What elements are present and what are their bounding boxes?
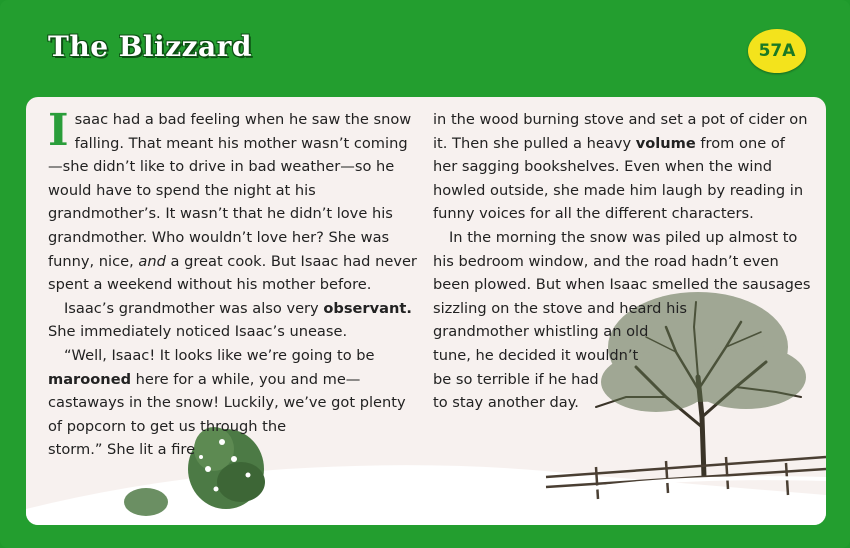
story-text: tune, he decided it wouldn’t: [433, 346, 639, 364]
vocabulary-word: marooned: [48, 370, 132, 388]
story-paragraph-3: [48, 344, 418, 462]
story-text: In the morning the snow was piled up almost to his bedroom window, and the road hadn’t even been plowed. But when Isaac smelled the sausages sizzling on the stove and heard his: [433, 228, 811, 317]
story-paragraph-1: [48, 105, 418, 297]
vocabulary-word: volume: [635, 134, 696, 152]
vocabulary-word: observant.: [323, 299, 412, 317]
story-column-left: [48, 105, 418, 462]
story-paragraph-4: [433, 226, 813, 415]
drop-cap: I: [48, 105, 69, 156]
story-text: grandmother whistling an old: [433, 323, 649, 341]
story-text: “Well, Isaac! It looks like we’re going to be: [64, 346, 375, 364]
story-text: in the wood burning stove and set a pot of cider on it. Then she pulled a heavy: [433, 111, 808, 152]
story-paragraph-2: [48, 297, 418, 344]
story-panel: [26, 97, 826, 525]
page-number-badge: 57A: [748, 29, 806, 73]
story-column-right: [433, 108, 813, 415]
story-emphasis: and: [138, 252, 166, 270]
story-paragraph-3-continued: [433, 108, 813, 226]
story-text: storm.” She lit a fire: [48, 441, 196, 459]
story-text: to stay another day.: [433, 394, 579, 412]
story-text: Isaac’s grandmother was also very: [64, 299, 324, 317]
story-text: here for a while, you and me—castaways in the snow! Luckily, we’ve got plenty of popcorn to get us through the: [48, 370, 406, 435]
story-text: be so terrible if he had: [433, 370, 599, 388]
story-text: from one of her sagging bookshelves. Even when the wind howled outside, she made him laugh by reading in funny voices for all the different characters.: [433, 134, 804, 223]
page-title: The Blizzard: [48, 30, 252, 63]
story-text: She immediately noticed Isaac’s unease.: [48, 323, 348, 341]
story-text: a great cook. But Isaac had never spent a weekend without his mother before.: [48, 252, 417, 294]
story-text: saac had a bad feeling when he saw the snow falling. That meant his mother wasn’t coming—she didn’t like to drive in bad weather—so he would have to spend the night at his grandmother’s. It wasn’t that he didn’t love his grandmother. Who wouldn’t love her? She was funny, nice,: [48, 111, 412, 270]
